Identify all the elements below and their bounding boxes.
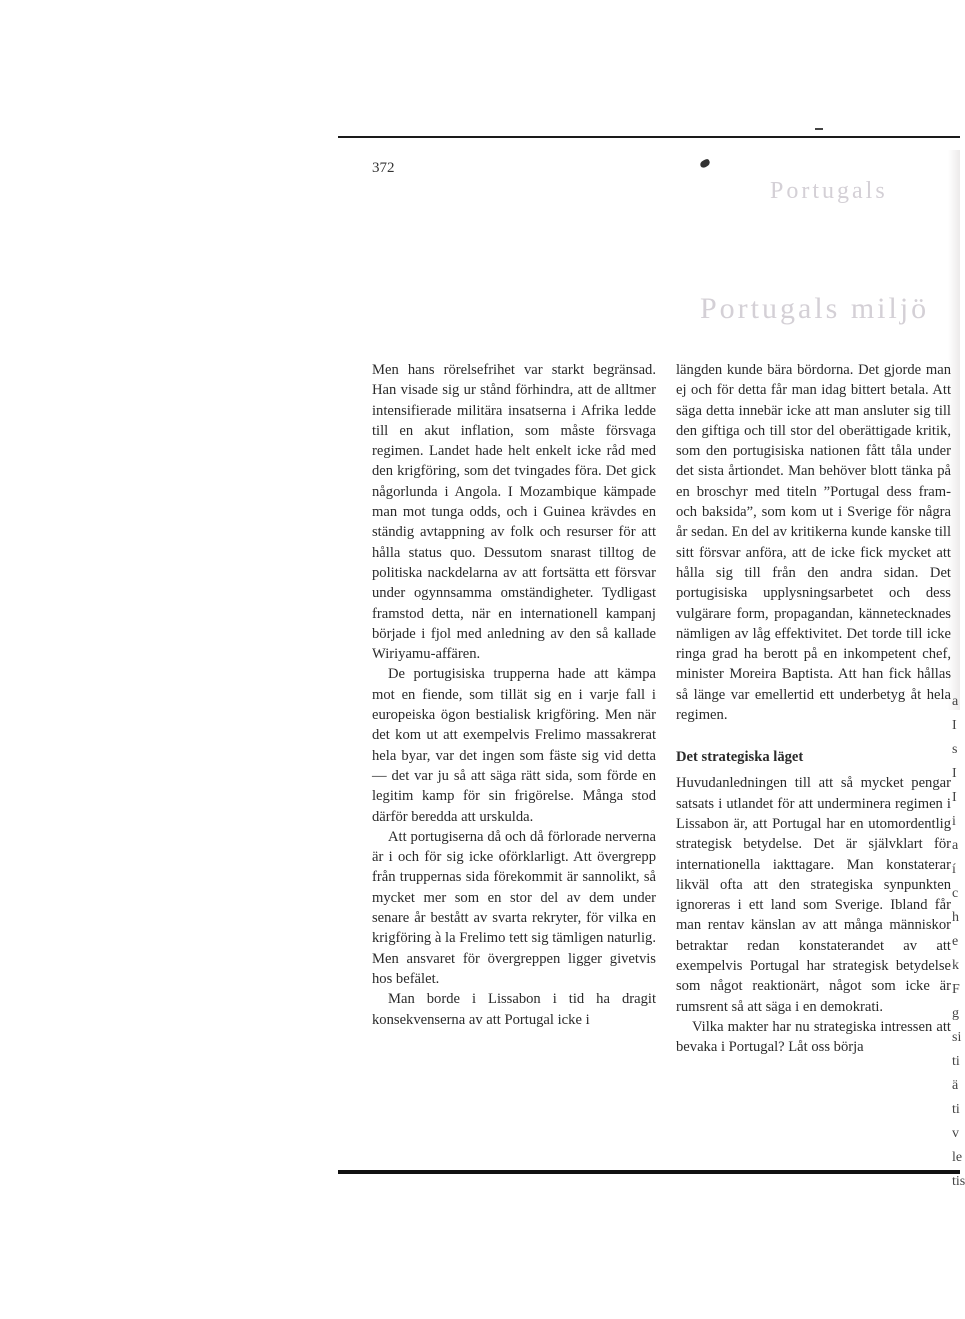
edge-letter: ti xyxy=(952,1102,960,1117)
page-top-rule xyxy=(338,136,960,138)
adjacent-page-letters xyxy=(952,690,965,1194)
paragraph: De portugisiska trupperna hade att kämpa mot en fiende, som tillät sig en i varje fall i europeiska ögon bestialisk krigföring. Men när det kom ut att exempelvis Frelimo massakrerat hela byar, var det ingen som fäste sig vid detta — det var ju så att säga rätt sida, som förde en legitim kamp för sin frigörelse. Många stod därför beredda att urskulda. xyxy=(372,666,656,825)
edge-letter: c xyxy=(952,886,959,901)
edge-letter: I xyxy=(952,718,957,733)
edge-letter: ti xyxy=(952,1054,960,1069)
edge-letter: s xyxy=(952,742,958,757)
right-column xyxy=(676,360,951,1058)
edge-letter: I xyxy=(952,766,957,781)
edge-letter: a xyxy=(952,838,959,853)
paragraph: Huvudanledningen till att så mycket pengar satsats i utlandet för att underminera regimen i Lissabon är, att Portugal har en utomordentlig strategisk betydelse. Det är självklart för internationella iakttagare. Man konstaterar likväl ofta att den strategiska synpunkten ignoreras i ett land som Sverige. Ibland får man rentav känslan av att många människor betraktar redan konstaterandet av att exempelvis Portugal har strategisk betydelse som något reaktionärt, något som icke är rumsrent så att säga i en demokrati. xyxy=(676,775,951,1015)
page-number: 372 xyxy=(372,160,395,176)
edge-letter: g xyxy=(952,1006,959,1021)
edge-letter: h xyxy=(952,910,959,925)
show-through-text: Portugals miljö xyxy=(700,292,930,325)
scan-mark xyxy=(815,128,823,130)
edge-letter: a xyxy=(952,694,959,709)
edge-letter: ä xyxy=(952,1078,959,1093)
edge-letter: í xyxy=(952,862,956,877)
edge-letter: k xyxy=(952,958,959,973)
show-through-text: Portugals xyxy=(770,178,888,204)
edge-letter: e xyxy=(952,934,959,949)
section-heading: Det strategiska läget xyxy=(676,749,804,766)
paragraph: längden kunde bära bördorna. Det gjorde man ej och för detta får man idag bittert betala. Att säga detta innebär icke att man ansluter sig till den giftiga och till stor del oberättigade kritik, som den portugisiska nationen fått tåla under det sista årtiondet. Man behöver blott tänka på en broschyr med titeln ”Portugal dess fram- och baksida”, som kom ut i Sverige för några år sedan. En del av kritikerna kunde kanske till sitt försvar anföra, att de icke fick mycket att hålla sig till från den andra sidan. Det portugisiska upplysningsarbetet och dess vulgärare form, propagandan, kännetecknades nämligen av låg effektivitet. Det torde till icke ringa grad ha berott på en inkompetent chef, minister Moreira Baptista. Att han fick hållas så länge var emellertid ett underbetyg åt hela regimen. xyxy=(676,362,951,724)
ink-spot xyxy=(699,158,711,169)
edge-letter: si xyxy=(952,1030,962,1045)
page-bottom-rule xyxy=(338,1170,960,1174)
edge-letter: tis xyxy=(952,1174,965,1189)
paragraph: Att portugiserna då och då förlorade nerverna är i och för sig icke oförklarligt. Att övergrepp från truppernas sida förekommit är sannolikt, så mycket mer som en stor del av dem under senare år bestått av svarta rekryter, för vilka en krigföring à la Frelimo tett sig tämligen naturlig. Men ansvaret för övergreppen ligger givetvis hos befälet. xyxy=(372,828,656,987)
paragraph: Men hans rörelsefrihet var starkt begränsad. Han visade sig ur stånd förhindra, att de alltmer intensifierade militära insatserna i Afrika ledde till en akut inflation, som måste försvaga regimen. Landet hade helt enkelt icke råd med den krigföring, som det tvingades föra. Det gick någorlunda i Angola. I Mozambique kämpade man mot tunga odds, och i Guinea krävdes en ständig avtappning av folk och resurser för att hålla status quo. Dessutom snarast tilltog de politiska nackdelarna av att fortsätta ett försvar under ogynnsamma omständigheter. Tydligast framstod detta, när en internationell kampanj började i fjol med anledning av den så kallade Wiriyamu-affären. xyxy=(372,362,656,663)
edge-letter: F xyxy=(952,982,960,997)
paragraph: Vilka makter har nu strategiska intressen att bevaka i Portugal? Låt oss börja xyxy=(676,1018,951,1056)
left-column xyxy=(372,360,656,1030)
paragraph: Man borde i Lissabon i tid ha dragit konsekvenserna av att Portugal icke i xyxy=(372,991,656,1028)
edge-letter: v xyxy=(952,1126,959,1141)
edge-letter: I xyxy=(952,790,957,805)
edge-letter: i xyxy=(952,814,956,829)
edge-letter: le xyxy=(952,1150,963,1165)
